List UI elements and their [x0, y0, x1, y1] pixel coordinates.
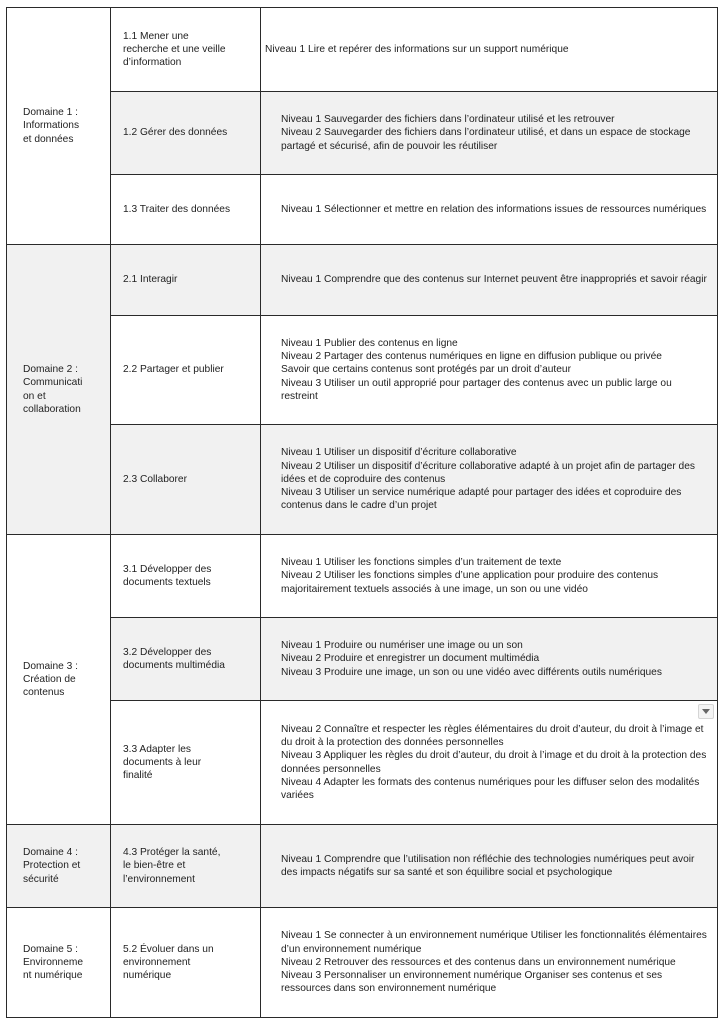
level-text: Niveau 1 Produire ou numériser une image ou un son — [281, 640, 523, 652]
competence-label: le bien-être et — [123, 860, 186, 872]
competence-label: documents multimédia — [123, 660, 225, 671]
competence-cell — [111, 8, 261, 92]
domain-label: Protection et — [23, 860, 81, 872]
domain-label: Domaine 2 : — [23, 364, 78, 376]
competence-label: 4.3 Protéger la santé, — [123, 847, 221, 859]
level-text: Niveau 2 Retrouver des ressources et des contenus dans un environnement numérique — [281, 956, 676, 968]
level-text: Niveau 2 Produire et enregistrer un document multimédia — [281, 653, 540, 665]
levels-cell — [261, 245, 718, 316]
domain-cell — [7, 245, 111, 535]
domain-cell — [7, 825, 111, 908]
level-text: Niveau 3 Produire une image, un son ou une vidéo avec différents outils numériques — [281, 666, 662, 678]
domain-label: on et — [23, 390, 46, 402]
competence-label: d’information — [123, 57, 182, 69]
domain-label: Création de — [23, 673, 76, 685]
levels-cell — [261, 908, 718, 1018]
levels-cell — [261, 92, 718, 175]
competence-cell — [111, 701, 261, 825]
level-text: Niveau 1 Sauvegarder des fichiers dans l’ordinateur utilisé et les retrouver — [281, 114, 615, 126]
level-text: Niveau 1 Comprendre que des contenus sur Internet peuvent être inappropriés et savoir réagir — [281, 274, 707, 286]
competence-cell — [111, 425, 261, 535]
domain-label: Domaine 4 : — [23, 847, 78, 859]
table-row — [7, 245, 718, 316]
competence-label: documents à leur — [123, 756, 202, 768]
levels-cell — [261, 175, 718, 245]
table-row — [7, 175, 718, 245]
table-row — [7, 618, 718, 701]
competence-cell — [111, 618, 261, 701]
levels-cell — [261, 425, 718, 535]
level-text: Niveau 3 Appliquer les règles du droit d’auteur, du droit à l’image et du droit à la protection des données personnelles — [281, 750, 707, 775]
levels-cell — [261, 535, 718, 618]
competence-label: 2.1 Interagir — [123, 274, 178, 286]
competence-label: 1.3 Traiter des données — [123, 203, 231, 215]
level-text: Niveau 2 Connaître et respecter les règles élémentaires du droit d’auteur, du droit à l’image et du droit à la protection des données personnelles — [281, 723, 704, 749]
domain-cell — [7, 8, 111, 245]
domain-label: Domaine 3 : — [23, 660, 78, 672]
levels-cell — [261, 316, 718, 425]
competence-cell — [111, 175, 261, 245]
table-row — [7, 316, 718, 425]
level-text: Niveau 1 Sélectionner et mettre en relation des informations issues de ressources numériques — [281, 203, 707, 215]
levels-cell — [261, 8, 718, 92]
competence-cell — [111, 92, 261, 175]
domain-label: Environneme — [23, 956, 84, 968]
domain-label: sécurité — [23, 873, 59, 885]
level-text: Savoir que certains contenus sont protégés par un droit d’auteur — [281, 364, 571, 376]
competence-label: environnement — [123, 956, 191, 968]
level-text: Niveau 2 Partager des contenus numériques en ligne en diffusion publique ou privée — [281, 351, 662, 363]
domain-label: Communicati — [23, 377, 83, 389]
competence-label: 1.2 Gérer des données — [123, 127, 228, 139]
domain-label: collaboration — [23, 403, 81, 415]
levels-cell — [261, 825, 718, 908]
table-row — [7, 701, 718, 825]
table-row — [7, 535, 718, 618]
level-text: Niveau 1 Comprendre que l’utilisation non réfléchie des technologies numériques peut avoir des impacts négatifs sur sa santé et son équilibre social et psychologique — [281, 853, 695, 878]
competence-cell — [111, 908, 261, 1018]
competence-cell — [111, 825, 261, 908]
domain-label: Domaine 5 : — [23, 943, 78, 955]
domain-label: Domaine 1 : — [23, 107, 78, 119]
level-text: Niveau 3 Utiliser un outil approprié pour partager des contenus avec un public large ou restreint — [281, 377, 672, 402]
levels-cell — [261, 701, 718, 825]
table-row — [7, 425, 718, 535]
levels-cell — [261, 618, 718, 701]
level-text: Niveau 1 Lire et repérer des informations sur un support numérique — [265, 43, 569, 55]
level-text: Niveau 4 Adapter les formats des contenus numériques pour les diffuser selon des modalités variées — [281, 776, 700, 801]
table-row — [7, 825, 718, 908]
level-text: Niveau 2 Utiliser un dispositif d’écriture collaborative adapté à un projet afin de partager des idées et de coproduire des contenus — [281, 460, 695, 485]
competence-cell — [111, 245, 261, 316]
competence-label: 5.2 Évoluer dans un — [123, 943, 214, 955]
level-text: Niveau 1 Se connecter à un environnement numérique Utiliser les fonctionnalités élémentaires d’un environnement numérique — [281, 930, 707, 955]
competence-label: 3.2 Développer des — [123, 646, 212, 658]
competence-label: l’environnement — [123, 873, 195, 885]
domain-label: Informations — [23, 120, 80, 132]
domain-cell — [7, 535, 111, 825]
level-text: Niveau 1 Publier des contenus en ligne — [281, 337, 458, 349]
table-row — [7, 8, 718, 92]
domain-cell — [7, 908, 111, 1018]
level-text: Niveau 1 Utiliser un dispositif d’écriture collaborative — [281, 447, 517, 459]
competence-label: 3.1 Développer des — [123, 563, 212, 575]
level-text: Niveau 3 Utiliser un service numérique adapté pour partager des idées et coproduire des contenus dans le cadre d’un projet — [281, 487, 682, 512]
level-text: Niveau 1 Utiliser les fonctions simples d’un traitement de texte — [281, 557, 562, 569]
table-row — [7, 908, 718, 1018]
level-text: Niveau 3 Personnaliser un environnement numérique Organiser ses contenus et ses ressources dans son environnement numérique — [281, 970, 663, 995]
domain-label: nt numérique — [23, 970, 83, 982]
competence-label: recherche et une veille — [123, 43, 226, 55]
level-text: Niveau 2 Utiliser les fonctions simples d’une application pour produire des contenus majoritairement textuels associés à une image, un son ou une vidéo — [281, 570, 659, 595]
domain-label: contenus — [23, 687, 65, 699]
competence-label: finalité — [123, 770, 153, 782]
competence-label: 2.3 Collaborer — [123, 473, 187, 485]
competence-cell — [111, 535, 261, 618]
competence-cell — [111, 316, 261, 425]
domain-label: et données — [23, 133, 74, 145]
competence-label: numérique — [123, 970, 172, 982]
competence-label: documents textuels — [123, 577, 211, 588]
competences-table — [6, 7, 718, 1018]
level-text: Niveau 2 Sauvegarder des fichiers dans l’ordinateur utilisé, et dans un espace de stockage partagé et sécurisé, afin de pouvoir les réutiliser — [281, 127, 691, 152]
table-row — [7, 92, 718, 175]
competence-label: 1.1 Mener une — [123, 30, 189, 42]
chevron-down-icon[interactable] — [698, 704, 714, 719]
competence-label: 3.3 Adapter les — [123, 743, 191, 755]
competence-label: 2.2 Partager et publier — [123, 364, 224, 376]
